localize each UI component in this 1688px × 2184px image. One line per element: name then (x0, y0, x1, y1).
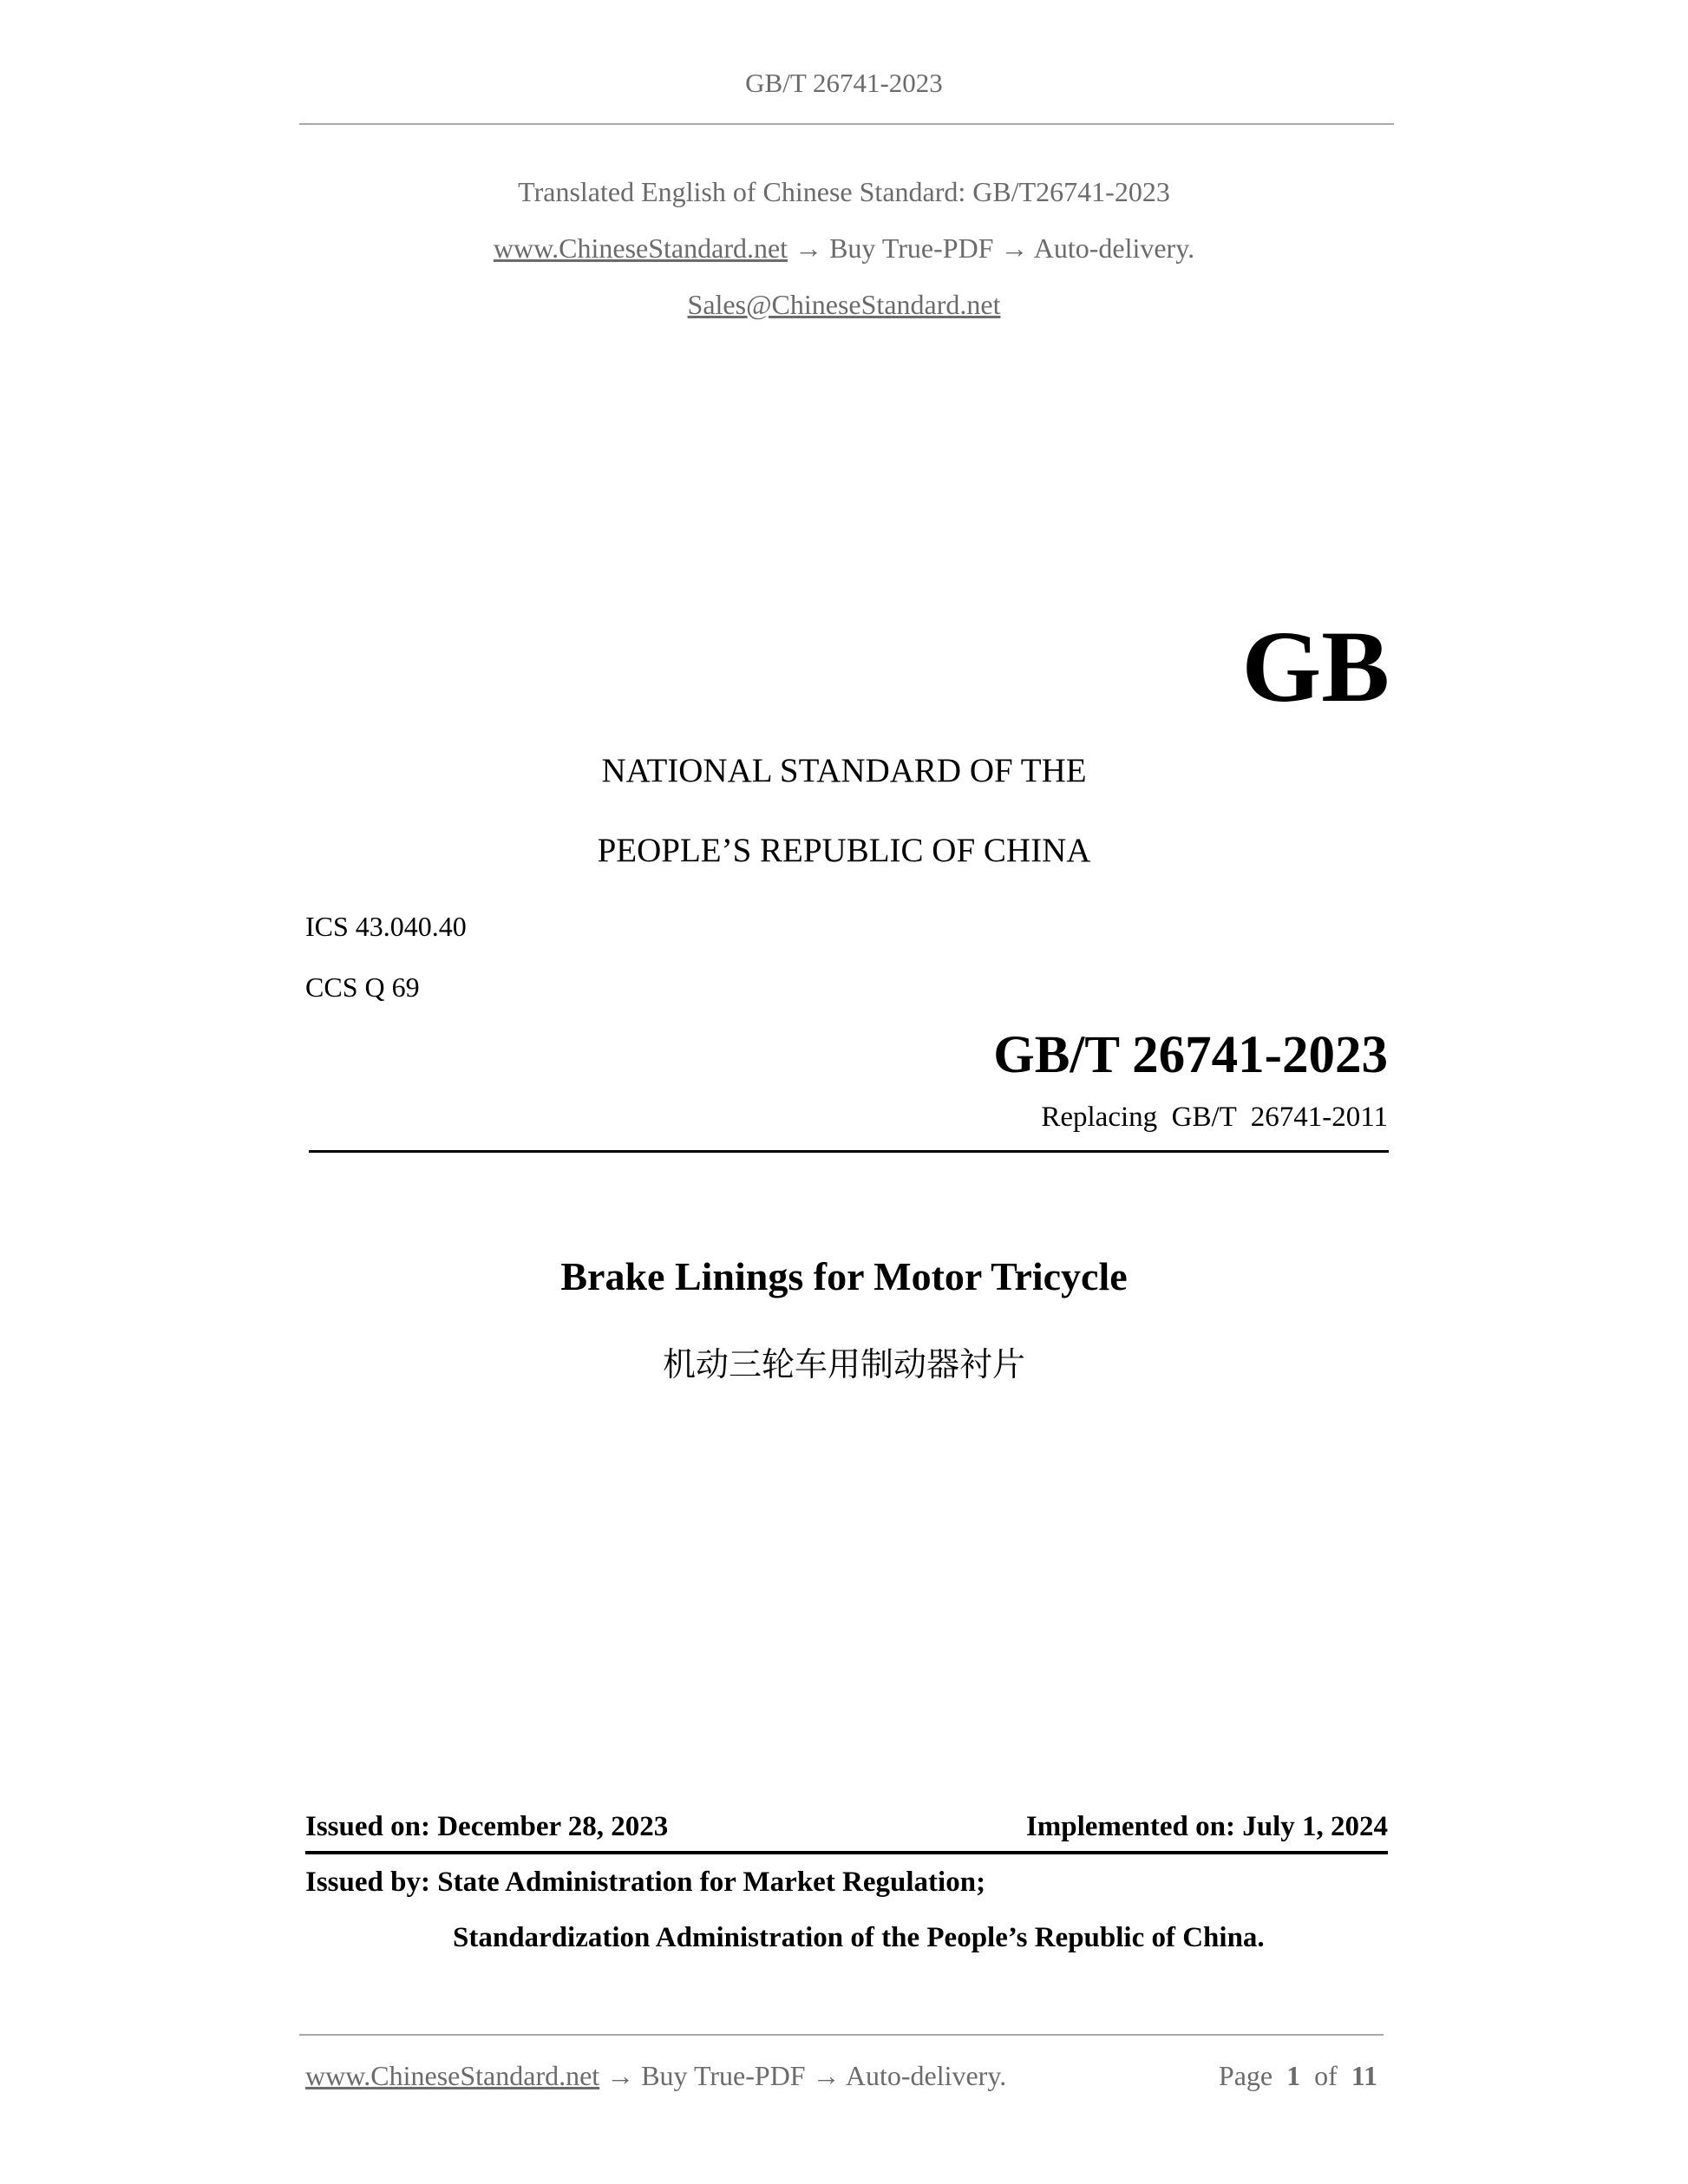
replacing-note: Replacing GB/T 26741-2011 (1041, 1102, 1388, 1133)
arrow-right-icon: → (812, 2060, 841, 2091)
promo-auto-text: Auto-delivery. (1033, 232, 1195, 264)
standard-number: GB/T 26741-2023 (993, 1026, 1388, 1084)
footer-buy-text: Buy True-PDF (641, 2060, 806, 2091)
issue-divider (305, 1851, 1388, 1854)
page-current: 1 (1286, 2060, 1301, 2091)
promo-line-2 (0, 232, 1688, 265)
arrow-right-icon: → (795, 232, 823, 264)
title-chinese: 机动三轮车用制动器衬片 (662, 1345, 1025, 1383)
issued-by-line-1: Issued by: State Administration for Market Regulation; (305, 1867, 986, 1898)
running-header: GB/T 26741-2023 (745, 68, 943, 98)
arrow-right-icon: → (1000, 232, 1029, 264)
title-divider (309, 1150, 1389, 1153)
footer-site-link[interactable]: www.ChineseStandard.net (305, 2060, 600, 2091)
gb-logo-text: GB (1241, 610, 1390, 723)
issued-on: Issued on: December 28, 2023 (305, 1811, 669, 1842)
national-standard-line-1: NATIONAL STANDARD OF THE (601, 752, 1087, 789)
title-english: Brake Linings for Motor Tricycle (560, 1254, 1128, 1298)
promo-email-link[interactable]: Sales@ChineseStandard.net (687, 289, 1001, 320)
of-word: of (1314, 2060, 1338, 2091)
promo-line-3 (0, 289, 1688, 321)
page-indicator (1219, 2060, 1377, 2092)
header-divider (299, 123, 1394, 125)
promo-line-1: Translated English of Chinese Standard: GB/T26741-2023 (518, 176, 1170, 207)
issued-by-line-2: Standardization Administration of the People’s Republic of China. (453, 1922, 1265, 1953)
footer-promo (305, 2060, 1006, 2092)
ics-code: ICS 43.040.40 (305, 911, 467, 942)
implemented-on: Implemented on: July 1, 2024 (1025, 1811, 1388, 1842)
ccs-code: CCS Q 69 (305, 971, 420, 1003)
promo-site-link[interactable]: www.ChineseStandard.net (493, 232, 788, 264)
page-total: 11 (1351, 2060, 1377, 2091)
promo-buy-text: Buy True-PDF (829, 232, 994, 264)
arrow-right-icon: → (606, 2060, 635, 2091)
page-word: Page (1218, 2060, 1273, 2091)
footer-divider (299, 2034, 1384, 2036)
footer-auto-text: Auto-delivery. (845, 2060, 1007, 2091)
national-standard-line-2: PEOPLE’S REPUBLIC OF CHINA (597, 832, 1091, 869)
